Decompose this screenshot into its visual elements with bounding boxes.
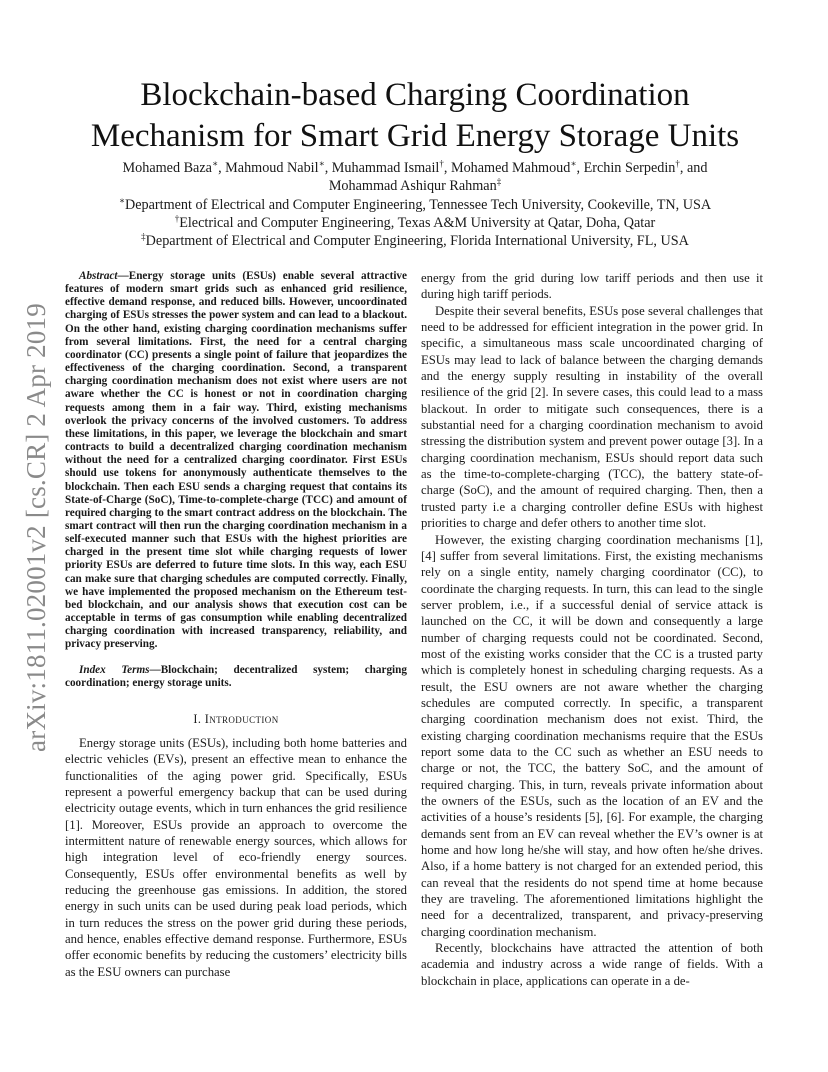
affiliation-mark: ∗ (211, 158, 219, 169)
author-list (60, 159, 770, 195)
affiliation-mark: ∗ (318, 158, 325, 169)
affiliation-mark: ∗ (118, 195, 125, 206)
affiliation-text: Department of Electrical and Computer Engineering, Tennessee Tech University, Cookeville, TN, USA (125, 197, 712, 213)
author-name: Mohammad Ashiqur Rahman (328, 178, 497, 194)
right-column (421, 270, 763, 989)
affiliation-mark: † (174, 213, 180, 224)
affiliation-text: Electrical and Computer Engineering, Texas A&M University at Qatar, Doha, Qatar (179, 215, 656, 231)
author-name: Muhammad Ismail (331, 160, 440, 176)
arxiv-identifier[interactable]: arXiv:1811.02001v2 [cs.CR] 2 Apr 2019 (20, 302, 51, 752)
affiliation-mark: ‡ (141, 231, 146, 242)
affiliation-mark: † (675, 158, 680, 169)
section-numeral: I. (193, 711, 202, 726)
author-name: Mahmoud Nabil (225, 160, 319, 176)
author-name: Erchin Serpedin (583, 160, 676, 176)
body-paragraph: Despite their several benefits, ESUs pose several challenges that need to be addressed for efficient integration in the power grid. In specific, a simultaneous mass scale uncoordinated charging of ESUs may lead to lack of balance between the charging demands and the energy supply resulting in instability of the overall resilience of the grid [2]. In severe cases, this could lead to a mass blackout. In order to mitigate such consequences, there is a substantial need for a charging coordination mechanism to avoid stressing the distribution system and prevent power outage [3]. In a charging coordination mechanism, ESUs should report data such as the time-to-complete-charging (TCC), the battery state-of-charge (SoC), and the amount of required charging. Then, then a trusted party i.e a charging controller define ESUs with highest priorities to charge and defer others to another time slot. (421, 303, 763, 531)
abstract (65, 270, 407, 652)
body-paragraph: Energy storage units (ESUs), including both home batteries and electric vehicles (EVs), present an effective mean to enhance the functionalities of the aging power grid. Specifically, ESUs represent a powerful emergency backup that can be used during electricity outage events, which in turn enhances the grid resilience [1]. Moreover, ESUs provide an approach to overcome the intermittent nature of renewable energy sources, which allows for high integration level of eco-friendly energy sources. Consequently, ESUs offer environmental benefits as well by reducing the greenhouse gas emissions. In addition, the stored energy in such units can be used during peak load periods, which in turn reduces the stress on the power grid during these periods, and hence, enables effective demand response. Furthermore, ESUs offer economic benefits by reducing the customers’ electricity bills as the ESU owners can purchase (65, 735, 407, 979)
index-terms (65, 664, 407, 690)
body-paragraph: However, the existing charging coordination mechanisms [1], [4] suffer from several limitations. First, the existing mechanisms rely on a single entity, namely charging coordinator (CC), to coordinate the charging requests. In turn, this can lead to the single server problem, i.e., if a successful denial of service attack is launched on the CC, it will be down and consequently a large number of charging requests could not be coordinated. Second, most of the existing works consider that the CC is a trusted party which is completely honest in scheduling charging requests. As a result, the ESU owners are not aware whether the charging schedules are computed correctly. In specific, a transparent charging coordination mechanism does not exist. Third, the existing charging coordination mechanisms require that the ESUs report some data to the CC such as whether an ESU needs to charge or not, the TCC, the battery SoC, and the amount of required charging. This, in turn, reveals private information about the owners of the ESUs, such as the location of an EV and the activities of a house’s residents [5], [6]. For example, the charging demands sent from an EV can reveal whether the EV’s owner is at home and how long he/she will stay, and how often he/she drives. Also, if a home battery is not charged for an extended period, this can reveal that the residents do not spend time at home because they are traveling. The aforementioned limitations highlight the need for a decentralized, transparent, and privacy-preserving charging coordination mechanism. (421, 532, 763, 939)
author-line-1: Mohamed Baza∗, Mahmoud Nabil∗, Muhammad Ismail†, Mohamed Mahmoud∗, Erchin Serpedin†, and (122, 158, 708, 176)
body-paragraph: Recently, blockchains have attracted the attention of both academia and industry across a wide range of fields. With a blockchain in place, applications can operate in a de- (421, 941, 763, 988)
author-name: Mohamed Mahmoud (450, 160, 571, 176)
affiliation-text: Department of Electrical and Computer Engineering, Florida International University, FL, USA (145, 233, 689, 249)
author-line-2 (60, 177, 770, 195)
abstract-text: —Energy storage units (ESUs) enable several attractive features of modern smart grids such as enhanced grid resilience, effective demand response, and reduced bills. However, uncoordinated charging of ESUs stresses the power system and can lead to a blackout. On the other hand, existing charging coordination mechanisms suffer from several limitations. First, the need for a central charging coordinator (CC) presents a single point of failure that jeopardizes the effectiveness of the charging coordination. Second, a transparent charging coordination mechanism does not exist where users are not aware whether the CC is honest or not in coordination charging requests among them in a fair way. Third, existing mechanisms overlook the privacy concerns of the involved customers. To address these limitations, in this paper, we leverage the blockchain and smart contracts to build a decentralized charging coordination mechanism without the need for a centralized charging coordinator. First ESUs should use tokens for anonymously authenticate themselves to the blockchain. Then each ESU sends a charging request that contains its State-of-Charge (SoC), Time-to-complete-charge (TCC) and amount of required charging to the smart contract address on the blockchain. The smart contract will then run the charging coordination mechanism in a self-executed manner such that ESUs with the highest priorities are charged in the present time slot while charging requests of lower priority ESUs are deferred to future time slots. In this way, each ESU can make sure that charging schedules are computed correctly. Finally, we have implemented the proposed mechanism on the Ethereum test-bed blockchain, and our analysis shows that execution cost can be acceptable in terms of gas consumption while enabling decentralized charging coordination with increased transparency, reliability, and privacy preserving. (65, 270, 407, 651)
author-name: Mohamed Baza (122, 160, 212, 176)
affiliation-mark: ‡ (496, 176, 502, 187)
index-terms-label: Index Terms (79, 663, 150, 676)
paper-title (60, 75, 770, 157)
section-title: Introduction (204, 711, 279, 726)
arxiv-identifier-margin (16, 292, 56, 762)
abstract-label: Abstract (79, 270, 118, 282)
affiliation-mark: † (439, 158, 444, 169)
section-heading-introduction (65, 712, 407, 727)
title-line-2: Mechanism for Smart Grid Energy Storage Units (90, 118, 740, 154)
affiliation-2 (60, 214, 770, 232)
index-terms-text: —Blockchain; decentralized system; charging coordination; energy storage units. (65, 663, 407, 689)
left-column (65, 270, 407, 980)
affiliation-mark: ∗ (570, 158, 577, 169)
affiliation-3 (60, 232, 770, 250)
title-line-1: Blockchain-based Charging Coordination (140, 77, 690, 113)
body-paragraph: energy from the grid during low tariff periods and then use it during high tariff periods. (421, 271, 763, 302)
affiliation-1 (60, 196, 770, 214)
